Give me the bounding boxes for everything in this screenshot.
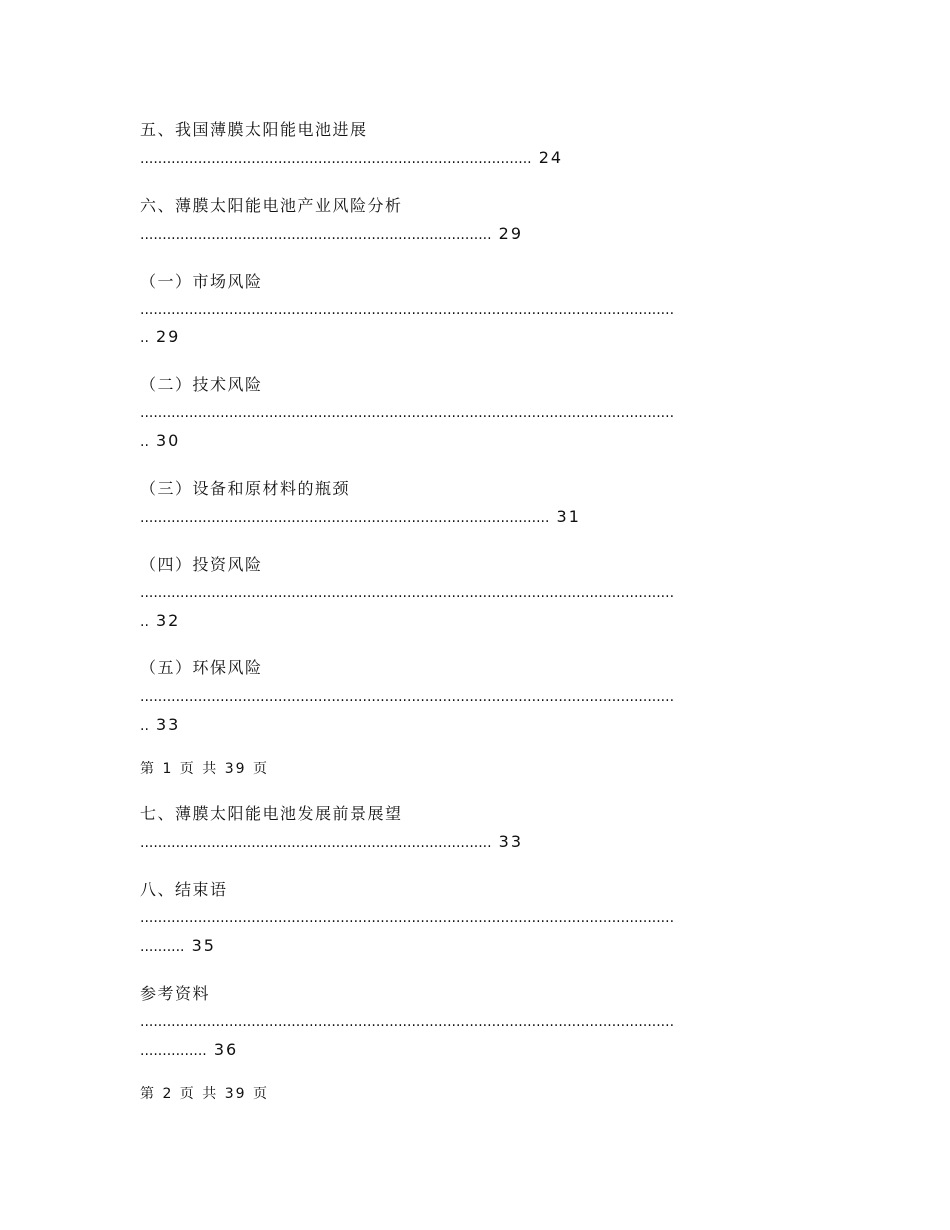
dot-leader: ........................................................................................................................: [140, 585, 675, 601]
page-footer: 第 1 页 共 39 页: [140, 761, 269, 777]
dot-leader: ........................................................................................................................: [140, 405, 675, 421]
toc-entry-title[interactable]: （三）设备和原材料的瓶颈: [140, 479, 351, 498]
toc-page-number: 32: [156, 611, 181, 630]
dot-leader: ........................................................................................................................: [140, 689, 675, 705]
toc-entry-leader-line[interactable]: [140, 431, 180, 452]
toc-entry-title[interactable]: 八、结束语: [140, 880, 228, 899]
toc-page-number: 33: [156, 715, 181, 734]
dot-leader: ...............: [140, 1043, 207, 1059]
toc-page-number: 29: [156, 327, 181, 346]
toc-entry-title[interactable]: 参考资料: [140, 984, 211, 1003]
toc-entry-leader-line[interactable]: [140, 715, 180, 736]
dot-leader: ............................................................................................: [140, 510, 550, 526]
toc-entry-title[interactable]: 五、我国薄膜太阳能电池进展: [140, 120, 368, 139]
toc-entry-leader-line[interactable]: [140, 224, 523, 245]
toc-entry-leader-line[interactable]: [140, 936, 216, 957]
toc-page-number: 24: [538, 148, 564, 167]
dot-leader: ..: [140, 434, 149, 450]
toc-entry-leader-line[interactable]: [140, 327, 180, 348]
dot-leader: ........................................................................................................................: [140, 302, 675, 318]
toc-page-number: 31: [556, 507, 581, 526]
toc-page-number: 33: [498, 832, 524, 851]
toc-page-number: 29: [498, 224, 524, 243]
toc-entry-leader-line[interactable]: [140, 832, 523, 853]
dot-leader: ........................................................................................................................: [140, 910, 675, 926]
toc-page-number: 36: [213, 1040, 239, 1059]
toc-entry-title[interactable]: （五）环保风险: [140, 658, 263, 677]
dot-leader: ..........: [140, 939, 185, 955]
toc-entry-title[interactable]: （四）投资风险: [140, 555, 263, 574]
dot-leader: ..: [140, 614, 149, 630]
toc-page-number: 30: [156, 431, 181, 450]
page-footer: 第 2 页 共 39 页: [140, 1086, 269, 1102]
dot-leader: ...............................................................................: [140, 227, 492, 243]
toc-entry-leader-line[interactable]: [140, 148, 563, 169]
dot-leader: ..: [140, 330, 149, 346]
dot-leader: ........................................................................................: [140, 151, 532, 167]
toc-entry-title[interactable]: 七、薄膜太阳能电池发展前景展望: [140, 804, 403, 823]
toc-entry-title[interactable]: 六、薄膜太阳能电池产业风险分析: [140, 196, 403, 215]
toc-entry-leader-line[interactable]: [140, 611, 180, 632]
toc-entry-title[interactable]: （一）市场风险: [140, 272, 263, 291]
toc-page-number: 35: [191, 936, 216, 955]
dot-leader: ..: [140, 718, 149, 734]
toc-entry-leader-line[interactable]: [140, 507, 581, 528]
toc-entry-title[interactable]: （二）技术风险: [140, 375, 263, 394]
dot-leader: ...............................................................................: [140, 835, 492, 851]
dot-leader: ........................................................................................................................: [140, 1014, 675, 1030]
toc-entry-leader-line[interactable]: [140, 1040, 238, 1061]
